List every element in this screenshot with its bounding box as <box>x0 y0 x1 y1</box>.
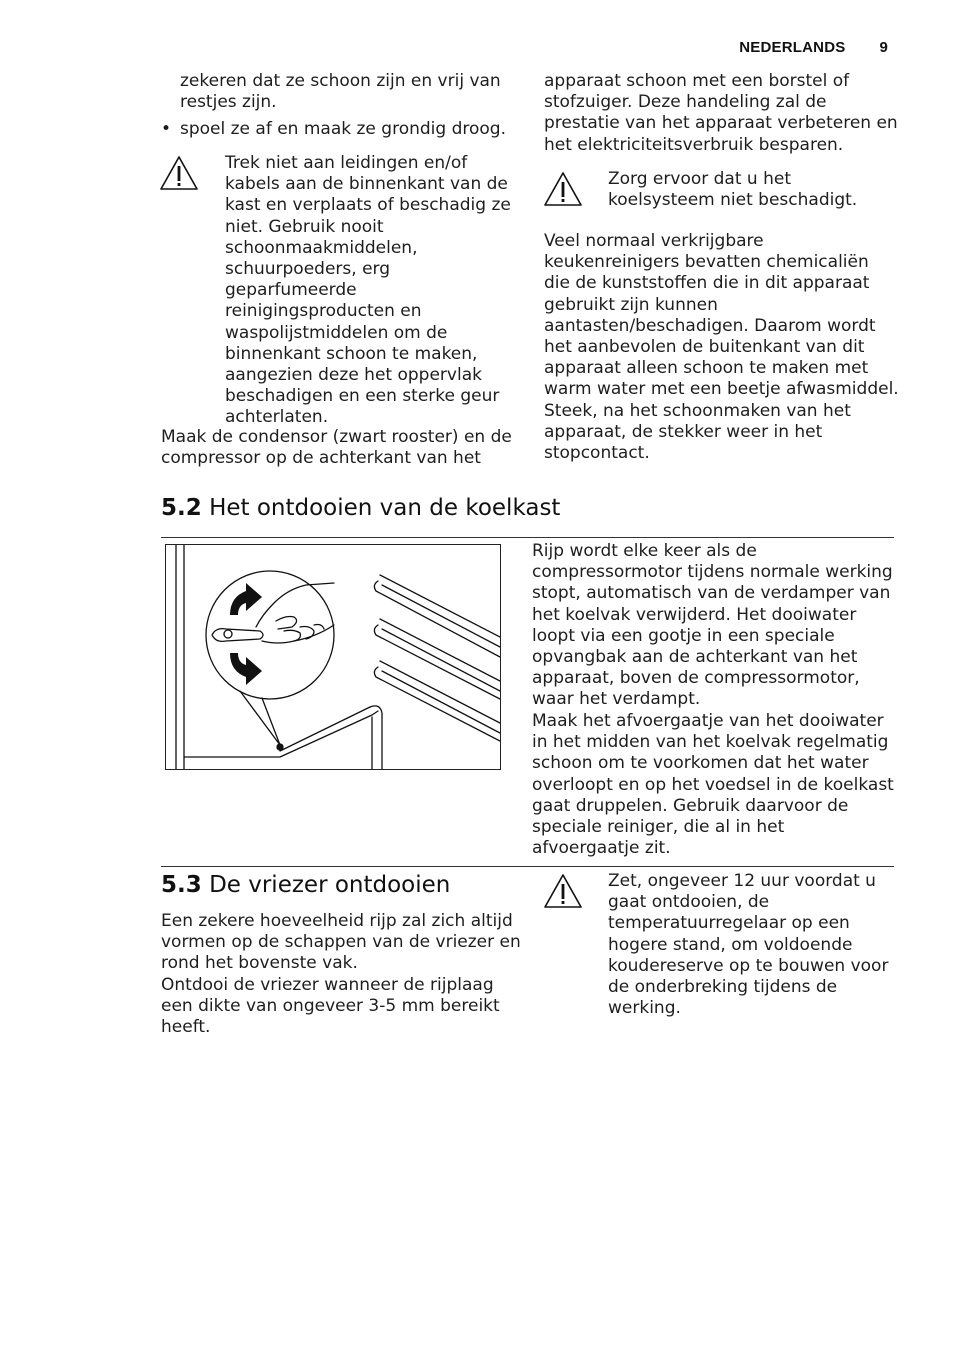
section-5-2-text-2: Maak het afvoergaatje van het dooiwater in het midden van het koelvak regelmatig schoon om te voorkomen dat het water overloopt en op het voedsel in de koelkast gaat druppelen. Gebruik daarvoor de speciale reiniger, die al in het afvoergaatje zit. <box>532 711 894 859</box>
section-5-2-heading <box>161 494 560 522</box>
section-number: 5.2 <box>161 495 202 521</box>
section-5-2-text-1: Rijp wordt elke keer als de compressormotor tijdens normale werking stopt, automatisch van de verdamper van het koelvak verwijderd. Het dooiwater loopt via een gootje in een speciale opvangbak aan de achterkant van het apparaat, boven de compressormotor, waar het verdampt. <box>532 541 893 710</box>
plug-text: Steek, na het schoonmaken van het apparaat, de stekker weer in het stopcontact. <box>544 401 851 464</box>
fridge-interior-drawing <box>166 545 500 769</box>
section-rule <box>161 537 894 538</box>
chemicals-text: Veel normaal verkrijgbare keukenreinigers bevatten chemicaliën die de kunststoffen die in dit apparaat gebruikt zijn kunnen aantasten/beschadigen. Daarom wordt het aanbevolen de buitenkant van dit apparaat alleen schoon te maken met warm water met een beetje afwasmiddel. <box>544 231 899 400</box>
left-continued-text: zekeren dat ze schoon zijn en vrij van restjes zijn. <box>180 71 501 113</box>
left-warning-text: Trek niet aan leidingen en/of kabels aan de binnenkant van de kast en verplaats of beschadig ze niet. Gebruik nooit schoonmaakmiddelen, schuurpoeders, erg geparfumeerde reinigingsproducten en waspolijstmiddelen om de binnenkant schoon te maken, aangezien deze het oppervlak beschadigen en een sterke geur achterlaten. <box>225 153 511 428</box>
page-number: 9 <box>879 39 888 56</box>
section-number: 5.3 <box>161 872 202 898</box>
section-5-3-text-1: Een zekere hoeveelheid rijp zal zich altijd vormen op de schappen van de vriezer en rond het bovenste vak. <box>161 911 521 974</box>
page-header <box>739 39 888 56</box>
bullet-text: spoel ze af en maak ze grondig droog. <box>180 119 506 139</box>
right-warning-text: Zorg ervoor dat u het koelsysteem niet beschadigt. <box>608 169 858 211</box>
warning-triangle-icon <box>159 155 199 191</box>
section-5-3-text-2: Ontdooi de vriezer wanneer de rijplaag een dikte van ongeveer 3-5 mm bereikt heeft. <box>161 975 500 1038</box>
section-5-3-heading <box>161 871 450 899</box>
section-rule <box>161 866 894 867</box>
section-5-3-warning-text: Zet, ongeveer 12 uur voordat u gaat ontdooien, de temperatuurregelaar op een hogere stand, om voldoende koudereserve op te bouwen voor de onderbreking tijdens de werking. <box>608 871 889 1019</box>
defrost-drain-illustration <box>165 544 501 770</box>
section-title: Het ontdooien van de koelkast <box>209 495 561 521</box>
right-continued-text: apparaat schoon met een borstel of stofzuiger. Deze handeling zal de prestatie van het apparaat verbeteren en het elektriciteitsverbruik besparen. <box>544 71 898 155</box>
bullet-marker: • <box>161 119 172 139</box>
section-title: De vriezer ontdooien <box>209 872 451 898</box>
header-language: NEDERLANDS <box>739 39 846 56</box>
warning-triangle-icon <box>543 873 583 909</box>
condensor-text: Maak de condensor (zwart rooster) en de compressor op de achterkant van het <box>161 427 512 469</box>
warning-triangle-icon <box>543 171 583 207</box>
